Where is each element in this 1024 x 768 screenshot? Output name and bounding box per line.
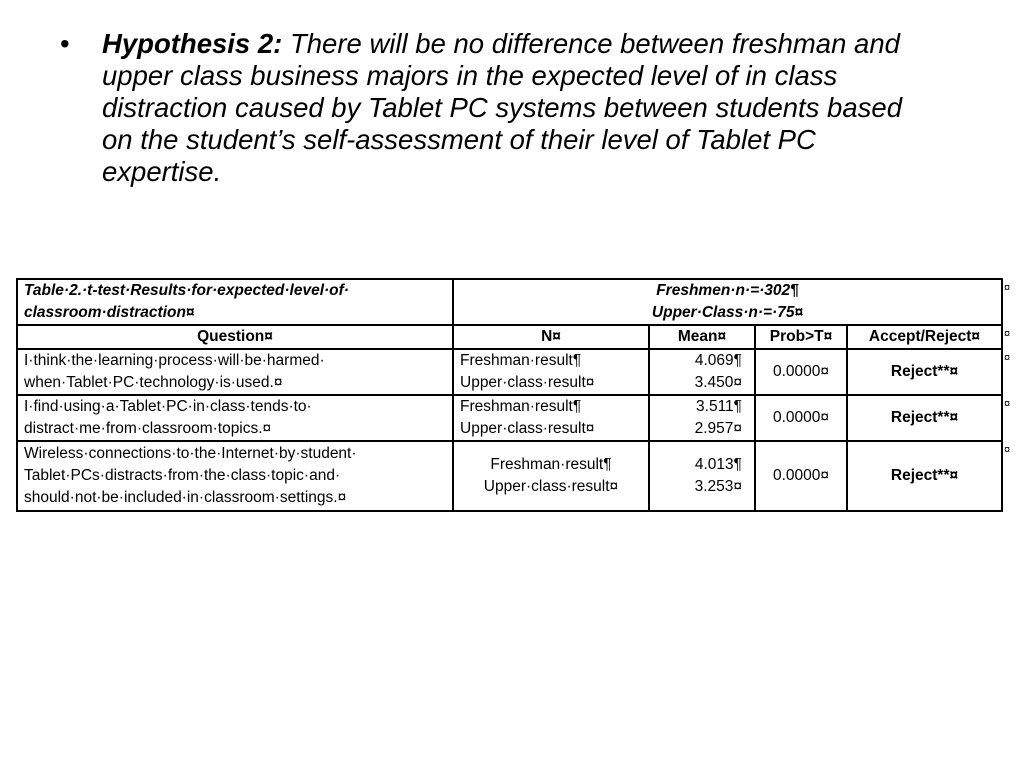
table-caption-line-1: Table·2.·t-test·Results·for·expected·level·of· <box>24 282 349 299</box>
freshmen-count: Freshmen·n·=·302¶ <box>656 282 799 299</box>
row-end-mark: ¤ <box>1004 444 1011 456</box>
question-text: I·think·the·learning·process·will·be·harmed· <box>24 352 325 369</box>
question-text: when·Tablet·PC·technology·is·used.¤ <box>24 374 283 391</box>
upper-class-mean: 3.450¤ <box>694 374 742 391</box>
row-end-mark: ¤ <box>1004 352 1011 364</box>
column-header-decision: Accept/Reject¤ <box>847 325 1002 349</box>
group-cell <box>453 441 649 511</box>
upper-class-result-label: Upper·class·result¤ <box>460 374 595 391</box>
hypothesis-paragraph <box>102 28 940 188</box>
table-caption-row <box>17 279 1002 325</box>
prob-cell: 0.0000¤ <box>755 349 847 395</box>
hypothesis-label: Hypothesis 2: <box>102 28 283 59</box>
sample-size-header <box>453 279 1002 325</box>
freshman-result-label: Freshman·result¶ <box>460 398 582 415</box>
question-cell <box>17 441 453 511</box>
t-test-results-table <box>16 278 1003 512</box>
mean-cell <box>649 395 755 441</box>
table-row <box>17 441 1002 511</box>
freshman-result-label: Freshman·result¶ <box>460 352 582 369</box>
freshman-mean: 4.069¶ <box>694 352 742 369</box>
freshman-mean: 3.511¶ <box>696 398 742 415</box>
row-end-mark: ¤ <box>1004 398 1011 410</box>
decision-cell: Reject**¤ <box>847 395 1002 441</box>
question-cell <box>17 395 453 441</box>
column-header-n: N¤ <box>453 325 649 349</box>
column-header-mean: Mean¤ <box>649 325 755 349</box>
upper-class-result-label: Upper·class·result¤ <box>483 478 619 495</box>
question-text: Wireless·connections·to·the·Internet·by·student· <box>24 445 357 462</box>
question-text: I·find·using·a·Tablet·PC·in·class·tends·to· <box>24 398 312 415</box>
table-row <box>17 349 1002 395</box>
freshman-result-label: Freshman·result¶ <box>490 456 612 473</box>
hypothesis-text: There will be no difference between freshman and upper class business majors in the expected level of in class distraction caused by Tablet PC systems between students based on the student’s self-assessment of their level of Tablet PC expertise. <box>102 28 902 187</box>
question-text: distract·me·from·classroom·topics.¤ <box>24 420 272 437</box>
group-cell <box>453 349 649 395</box>
results-table-wrapper <box>16 278 1003 512</box>
bullet-dot: • <box>60 28 70 59</box>
table-caption-line-2: classroom·distraction¤ <box>24 304 195 321</box>
column-header-prob: Prob>T¤ <box>755 325 847 349</box>
mean-cell <box>649 349 755 395</box>
row-end-mark: ¤ <box>1004 328 1011 340</box>
decision-cell: Reject**¤ <box>847 441 1002 511</box>
upper-class-count: Upper·Class·n·=·75¤ <box>651 304 804 321</box>
upper-class-result-label: Upper·class·result¤ <box>460 420 595 437</box>
freshman-mean: 4.013¶ <box>694 456 742 473</box>
table-caption <box>17 279 453 325</box>
group-cell <box>453 395 649 441</box>
prob-cell: 0.0000¤ <box>755 441 847 511</box>
upper-class-mean: 3.253¤ <box>694 478 742 495</box>
question-text: Tablet·PCs·distracts·from·the·class·topic·and· <box>24 467 341 484</box>
question-text: should·not·be·included·in·classroom·settings.¤ <box>24 489 347 506</box>
column-header-row <box>17 325 1002 349</box>
question-cell <box>17 349 453 395</box>
upper-class-mean: 2.957¤ <box>694 420 742 437</box>
hypothesis-bullet <box>60 28 940 188</box>
row-end-mark: ¤ <box>1004 282 1011 294</box>
prob-cell: 0.0000¤ <box>755 395 847 441</box>
mean-cell <box>649 441 755 511</box>
decision-cell: Reject**¤ <box>847 349 1002 395</box>
column-header-question: Question¤ <box>17 325 453 349</box>
table-row <box>17 395 1002 441</box>
